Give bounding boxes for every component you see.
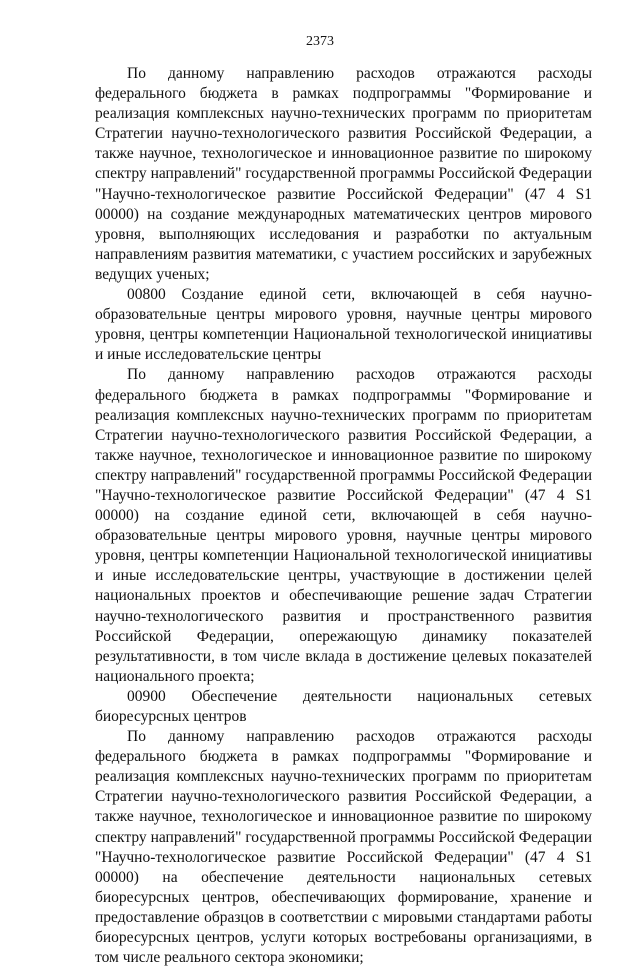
paragraph-expenditure-math-centers: По данному направлению расходов отражаются расходы федерального бюджета в рамках подпрограммы "Формирование и реализация комплексных научно-технических программ по приоритетам Стратегии научно-технологического развития Российской Федерации, а также научное, технологическое и инновационное развитие по широкому спектру направлений" государственной программы Российской Федерации "Научно-технологическое развитие Российской Федерации" (47 4 S1 00000) на создание международных математических центров мирового уровня, выполняющих исследования и разработки по актуальным направлениям развития математики, с участием российских и зарубежных ведущих ученых; [95,65,592,283]
page-number: 2373 [306,34,334,49]
paragraph-code-00900-heading: 00900 Обеспечение деятельности национальных сетевых биоресурсных центров [95,687,592,725]
document-body [95,64,592,968]
paragraph-expenditure-bioresource-centers: По данному направлению расходов отражаются расходы федерального бюджета в рамках подпрограммы "Формирование и реализация комплексных научно-технических программ по приоритетам Стратегии научно-технологического развития Российской Федерации, а также научное, технологическое и инновационное развитие по широкому спектру направлений" государственной программы Российской Федерации "Научно-технологическое развитие Российской Федерации" (47 4 S1 00000) на обеспечение деятельности национальных сетевых биоресурсных центров, обеспечивающих формирование, хранение и предоставление образцов в соответствии с мировыми стандартами работы биоресурсных центров, услуги которых востребованы организациями, в том числе реального сектора экономики; [95,728,592,967]
paragraph-expenditure-unified-network: По данному направлению расходов отражаются расходы федерального бюджета в рамках подпрограммы "Формирование и реализация комплексных научно-технических программ по приоритетам Стратегии научно-технологического развития Российской Федерации, а также научное, технологическое и инновационное развитие по широкому спектру направлений" государственной программы Российской Федерации "Научно-технологическое развитие Российской Федерации" (47 4 S1 00000) на создание единой сети, включающей в себя научно-образовательные центры мирового уровня, научные центры мирового уровня, центры компетенции Национальной технологической инициативы и иные исследовательские центры, участвующие в достижении целей национальных проектов и обеспечивающие решение задач Стратегии научно-технологического развития и пространственного развития Российской Федерации, опережающую динамику показателей результативности, в том числе вклада в достижение целевых показателей национального проекта; [95,366,592,685]
paragraph-code-00800-heading: 00800 Создание единой сети, включающей в себя научно-образовательные центры мирового уровня, научные центры мирового уровня, центры компетенции Национальной технологической инициативы и иные исследовательские центры [95,286,592,364]
